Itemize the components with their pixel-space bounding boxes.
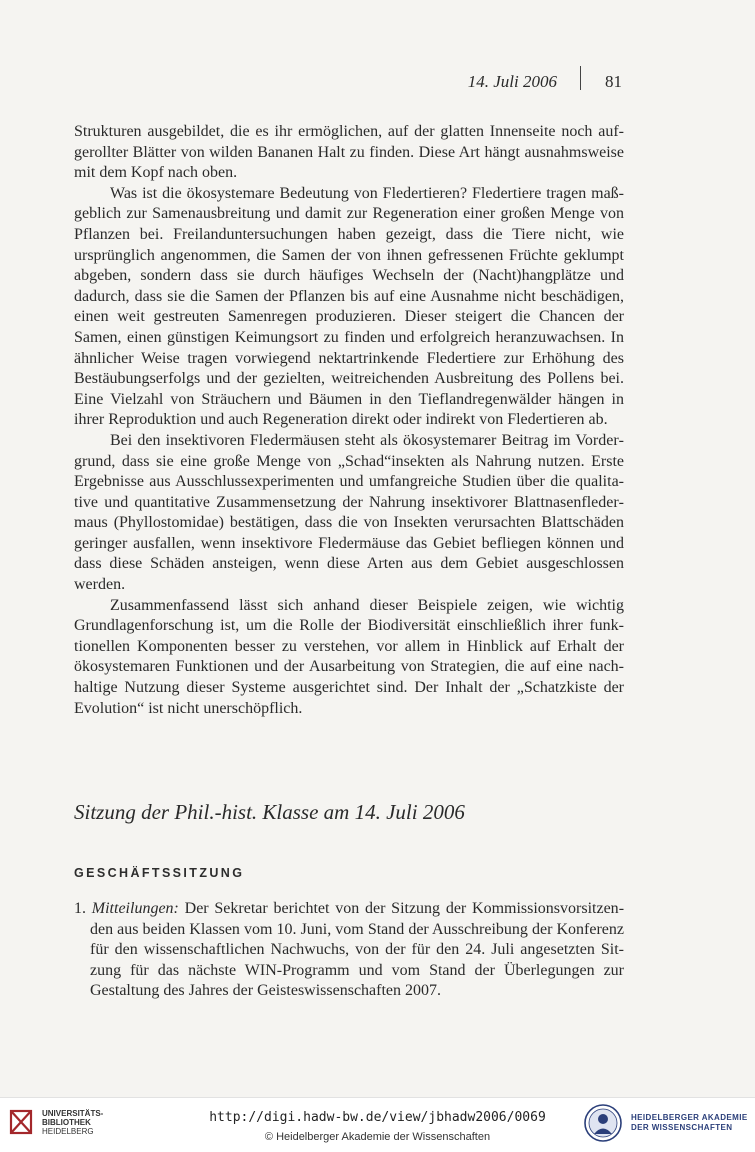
paragraph-insectivores: Bei den insektivoren Fledermäusen steht als ökosystemarer Beitrag im Vordergrund, dass sie eine große Menge von „Schad“insekten als Nahrung nutzen. Erste Ergebnisse aus Ausschlussexperimenten und umfangreiche Studien über die qualitative und quantitative Zusammensetzung der Nahrung insektivorer Blattnasenfledermaus (Phyllostomidae) bestätigen, dass die von Insekten verursachten Blattschäden geringer ausfallen, wenn insektivore Fledermäuse das Gebiet befliegen können und dass diese Schäden ansteigen, wenn diese Arten aus dem Gebiet ausgeschlossen werden. [74,431,624,594]
academy-seal-icon [583,1103,623,1143]
item-label: Mitteilungen: [91,900,179,917]
item-number: 1. [74,900,86,917]
copyright-notice: © Heidelberger Akademie der Wissenschaften [264,1131,491,1143]
item-text: Der Sekretar berichtet von der Sitzung der Kommissionsvorsitzenden aus beiden Klassen vom 10. Juni, vom Stand der Ausschreibung der Konferenz für den wissenschaftlichen Nachwuchs, von der für den 24. Juli angesetzten Sitzung für das nächste WIN-Programm und vom Stand der Überlegungen zur Gestaltung des Jahres der Geisteswissenschaften 2007. [90,900,625,1000]
source-url-link[interactable]: http://digi.hadw-bw.de/view/jbhadw2006/0069 [209,1110,546,1125]
subsection-heading: GESCHÄFTSSITZUNG [74,866,245,880]
digitization-footer [0,1097,755,1152]
body-text [74,122,624,719]
paragraph-ecosystem-role: Was ist die ökosystemare Bedeutung von Fledertieren? Fledertiere tragen maßgeblich zur Samenausbreitung und damit zur Regeneration einer großen Menge von Pflanzen bei. Freilanduntersuchungen haben gezeigt, dass die Tiere nicht, wie ursprünglich angenommen, die Samen der von ihnen gefressenen Früchte geklumpt abgeben, sondern dass sie durch häufiges Wechseln der (Nacht)hangplätze und dadurch, dass sie die Samen der Pflanzen bis auf eine Ausnahme nicht beschädigen, einen weit gestreuten Samenregen produzieren. Dieser steigert die Chancen der Samen, einen günstigen Keimungsort zu finden und erfolgreich heranzuwachsen. In ähnlicher Weise tragen vorwiegend nektartrinkende Fledertiere zur Erhöhung des Bestäubungserfolgs und der gezielten, weitreichenden Ausbreitung des Pollens bei. Eine Vielzahl von Sträuchern und Bäumen in den Tieflandregenwälder hängen in ihrer Reproduktion und auch Regeneration direkt oder indirekt von Fledertieren ab. [74,184,624,429]
running-header [0,70,755,96]
paragraph-continuation: Strukturen ausgebildet, die es ihr ermöglichen, auf der glatten Innenseite noch aufgerollter Blätter von wilden Bananen Halt zu finden. Diese Art hängt ausnahmsweise mit dem Kopf nach oben. [74,123,624,182]
page-number: 81 [605,72,622,91]
academy-name: HEIDELBERGER AKADEMIE DER WISSENSCHAFTEN [631,1113,748,1132]
header-divider [580,66,581,90]
library-name: UNIVERSITÄTS- BIBLIOTHEK HEIDELBERG [42,1109,104,1136]
section-title: Sitzung der Phil.-hist. Klasse am 14. Juli 2006 [74,800,465,824]
header-date: 14. Juli 2006 [467,72,557,91]
paragraph-summary: Zusammenfassend lässt sich anhand dieser Beispiele zeigen, wie wichtig Grundlagenforschung ist, um die Rolle der Biodiversität einschließlich ihrer funktionellen Komponenten besser zu verstehen, vor allem in Hinblick auf Erhalt der ökosystemaren Funktionen und der Ausarbeitung von Strategien, die auf eine nachhaltige Nutzung dieser Systeme ausgerichtet sind. Der Inhalt der „Schatzkiste der Evolution“ ist nicht unerschöpflich. [74,596,624,717]
numbered-item-mitteilungen [74,899,624,1002]
